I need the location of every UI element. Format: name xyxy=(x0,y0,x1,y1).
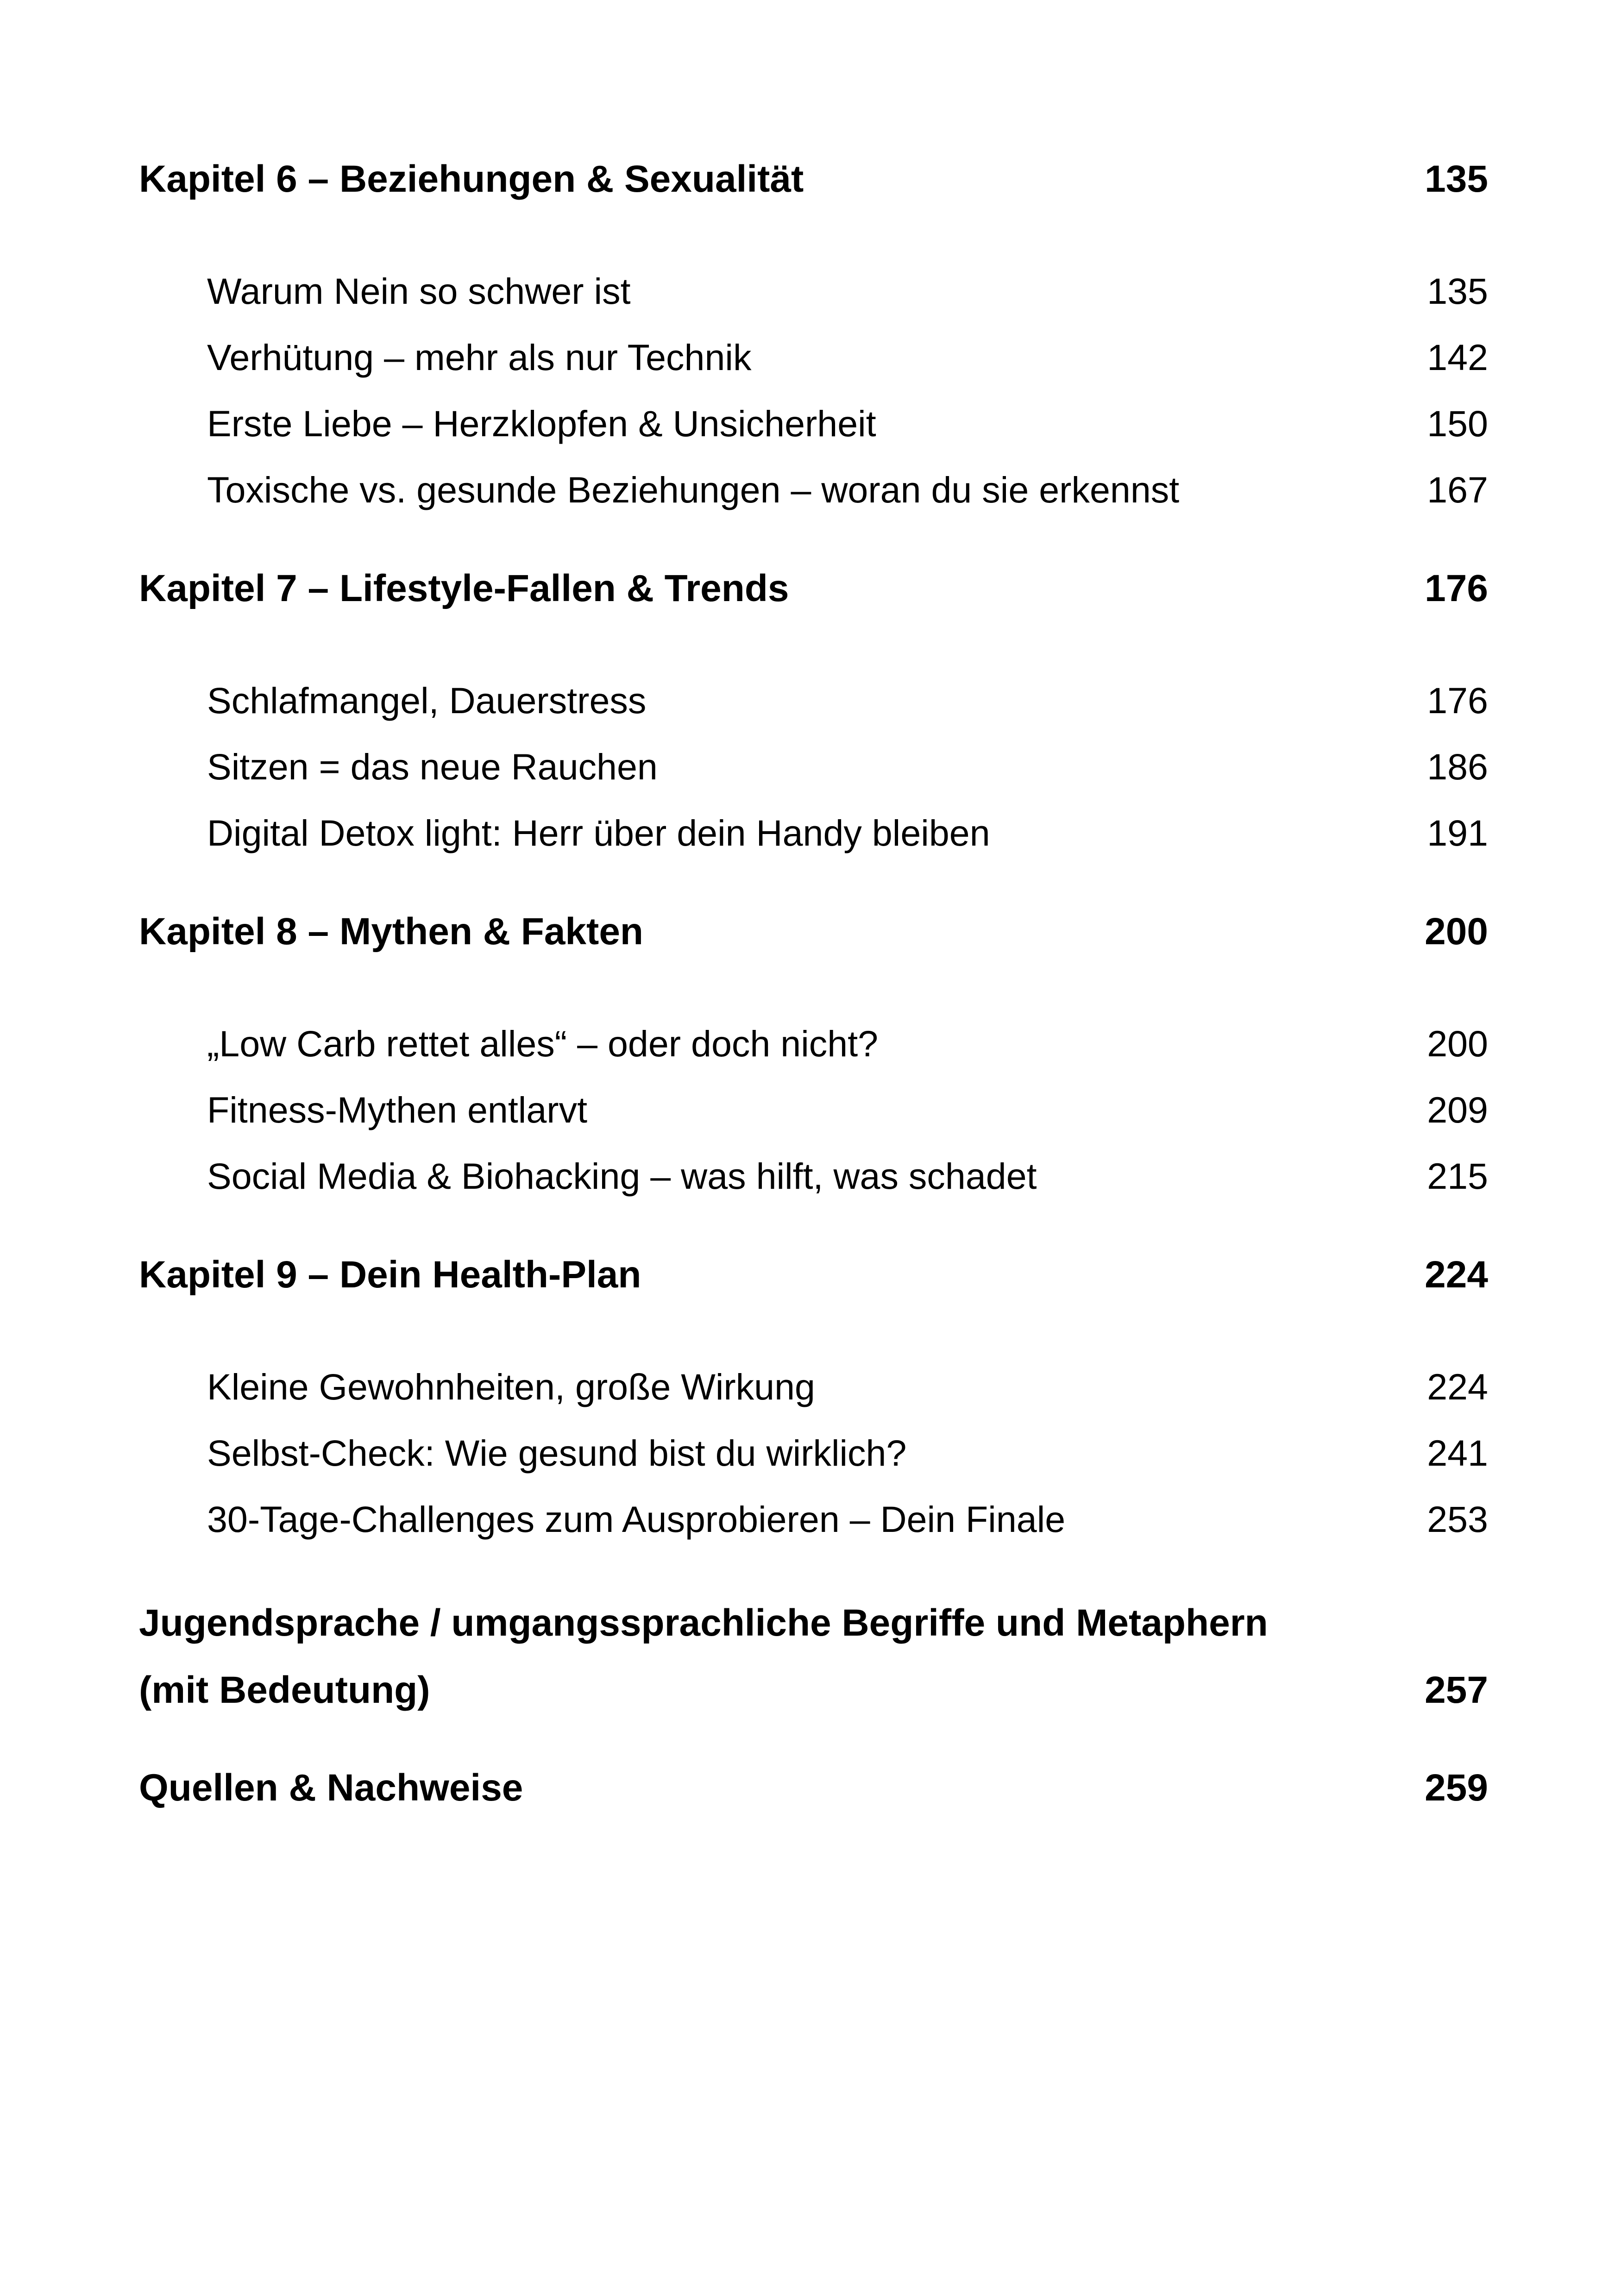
toc-entry-row xyxy=(139,800,1488,866)
chapter-title: Kapitel 9 – Dein Health-Plan xyxy=(139,1254,641,1296)
entry-page-number: 176 xyxy=(1427,680,1488,721)
toc-entry-row xyxy=(139,1486,1488,1552)
toc-entry-row xyxy=(139,1010,1488,1077)
entry-title: Selbst-Check: Wie gesund bist du wirklich? xyxy=(207,1432,907,1474)
appendix-entry-title-line2: (mit Bedeutung) xyxy=(139,1669,430,1711)
appendix-entry-title: Quellen & Nachweise xyxy=(139,1767,523,1809)
entry-title: Digital Detox light: Herr über dein Handy bleiben xyxy=(207,812,990,853)
entry-page-number: 167 xyxy=(1427,469,1488,510)
entry-page-number: 200 xyxy=(1427,1023,1488,1064)
entry-title: Toxische vs. gesunde Beziehungen – woran du sie erkennst xyxy=(207,469,1180,510)
appendix-entry-page-number: 259 xyxy=(1425,1767,1488,1809)
toc-entry-row xyxy=(139,1143,1488,1209)
entry-page-number: 135 xyxy=(1427,270,1488,312)
toc-entry-row xyxy=(139,457,1488,523)
entry-page-number: 241 xyxy=(1427,1432,1488,1474)
entry-title: Sitzen = das neue Rauchen xyxy=(207,746,658,787)
chapter-row xyxy=(139,144,1488,214)
chapter-page-number: 176 xyxy=(1425,567,1488,609)
entry-page-number: 191 xyxy=(1427,812,1488,853)
entry-title: Schlafmangel, Dauerstress xyxy=(207,680,647,721)
toc-entry-row xyxy=(139,258,1488,324)
appendix-entry-quellen xyxy=(139,1753,1488,1823)
toc-entry-row xyxy=(139,734,1488,800)
chapter-title: Kapitel 8 – Mythen & Fakten xyxy=(139,910,644,953)
entry-page-number: 209 xyxy=(1427,1089,1488,1130)
entry-page-number: 142 xyxy=(1427,337,1488,378)
toc-entry-row xyxy=(139,390,1488,457)
chapter-row xyxy=(139,897,1488,966)
appendix-entry-jugendsprache xyxy=(139,1589,1488,1724)
toc-entry-row xyxy=(139,324,1488,390)
appendix-entry-page-number: 257 xyxy=(1425,1669,1488,1711)
entry-page-number: 224 xyxy=(1427,1366,1488,1407)
chapter-row xyxy=(139,1240,1488,1310)
toc-entry-row xyxy=(139,1354,1488,1420)
entry-page-number: 150 xyxy=(1427,403,1488,444)
entry-title: „Low Carb rettet alles“ – oder doch nicht? xyxy=(207,1023,879,1064)
toc-entry-row xyxy=(139,667,1488,734)
entry-title: 30-Tage-Challenges zum Ausprobieren – Dein Finale xyxy=(207,1499,1066,1540)
chapter-page-number: 200 xyxy=(1425,910,1488,953)
entry-page-number: 253 xyxy=(1427,1499,1488,1540)
toc-entry-row xyxy=(139,1420,1488,1486)
chapter-page-number: 135 xyxy=(1425,158,1488,200)
entry-page-number: 186 xyxy=(1427,746,1488,787)
appendix-entry-title-line1: Jugendsprache / umgangssprachliche Begriffe und Metaphern xyxy=(139,1602,1268,1644)
toc-entry-row xyxy=(139,1077,1488,1143)
entry-title: Social Media & Biohacking – was hilft, was schadet xyxy=(207,1155,1037,1197)
chapter-title: Kapitel 6 – Beziehungen & Sexualität xyxy=(139,158,804,200)
entry-title: Kleine Gewohnheiten, große Wirkung xyxy=(207,1366,815,1407)
entry-title: Verhütung – mehr als nur Technik xyxy=(207,337,752,378)
chapter-row xyxy=(139,554,1488,623)
chapter-title: Kapitel 7 – Lifestyle-Fallen & Trends xyxy=(139,567,789,609)
entry-title: Warum Nein so schwer ist xyxy=(207,270,631,312)
chapter-page-number: 224 xyxy=(1425,1254,1488,1296)
entry-title: Erste Liebe – Herzklopfen & Unsicherheit xyxy=(207,403,876,444)
entry-title: Fitness-Mythen entlarvt xyxy=(207,1089,588,1130)
entry-page-number: 215 xyxy=(1427,1155,1488,1197)
